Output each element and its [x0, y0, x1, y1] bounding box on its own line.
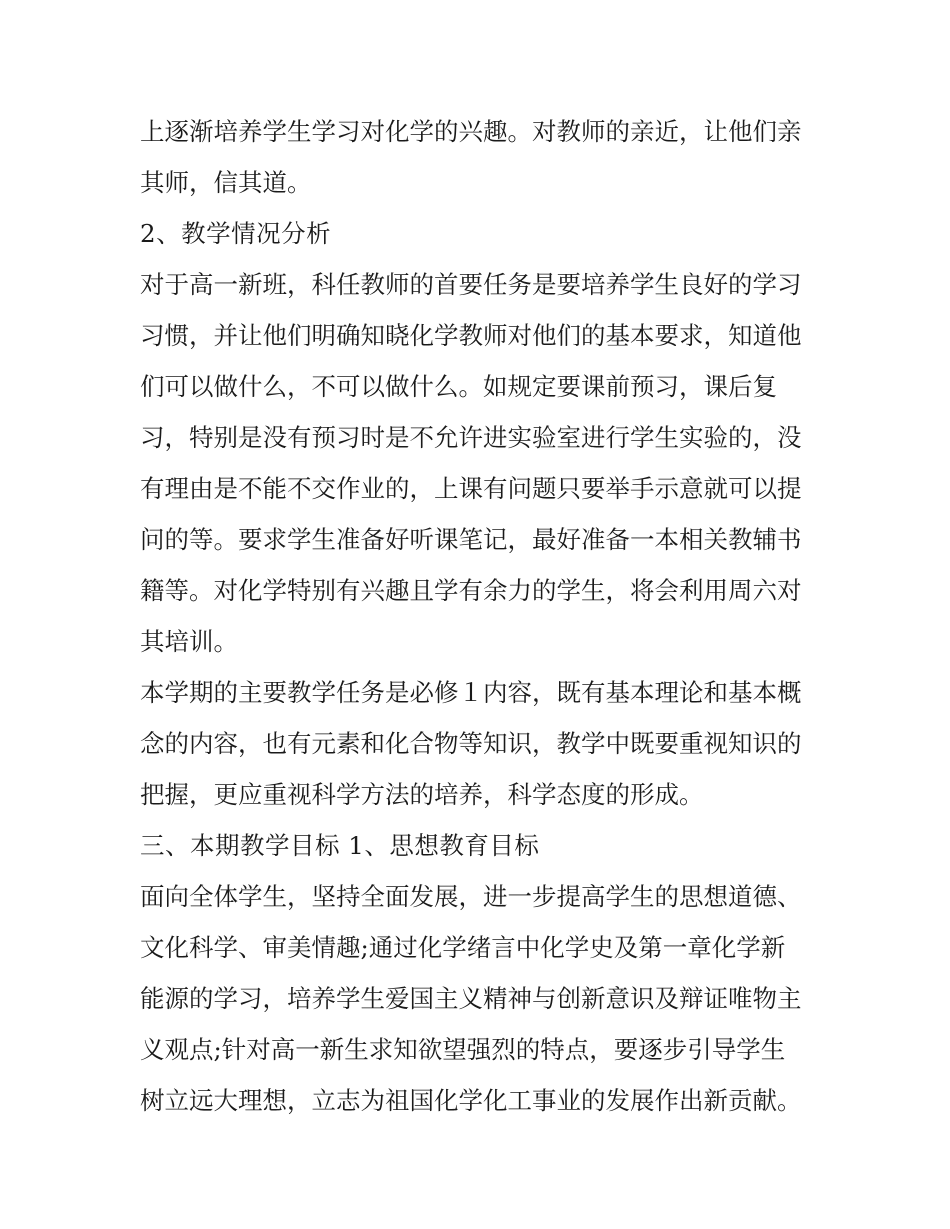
text-line: 把握，更应重视科学方法的培养，科学态度的形成。: [140, 780, 704, 809]
text-line: 文化科学、审美情趣;通过化学绪言中化学史及第一章化学新: [140, 933, 786, 962]
text-line: 本学期的主要教学任务是必修１内容，既有基本理论和基本概: [140, 678, 802, 707]
text-line: 对于高一新班，科任教师的首要任务是要培养学生良好的学习: [140, 270, 802, 299]
text-line: 上逐渐培养学生学习对化学的兴趣。对教师的亲近，让他们亲: [140, 117, 802, 146]
text-line: 面向全体学生，坚持全面发展，进一步提高学生的思想道德、: [140, 882, 802, 911]
text-line: 习惯，并让他们明确知晓化学教师对他们的基本要求，知道他: [140, 321, 802, 350]
text-line: 问的等。要求学生准备好听课笔记，最好准备一本相关教辅书: [140, 525, 802, 554]
text-line: 其师，信其道。: [140, 168, 312, 197]
section-heading: 三、本期教学目标 1、思想教育目标: [140, 831, 540, 860]
text-line: 有理由是不能不交作业的，上课有问题只要举手示意就可以提: [140, 474, 802, 503]
document-body: [140, 106, 820, 1126]
text-line: 们可以做什么，不可以做什么。如规定要课前预习，课后复: [140, 372, 777, 401]
text-line: 树立远大理想，立志为祖国化学化工事业的发展作出新贡献。: [140, 1086, 802, 1115]
text-line: 义观点;针对高一新生求知欲望强烈的特点，要逐步引导学生: [140, 1035, 786, 1064]
text-line: 其培训。: [140, 627, 238, 656]
text-line: 能源的学习，培养学生爱国主义精神与创新意识及辩证唯物主: [140, 984, 802, 1013]
text-line: 念的内容，也有元素和化合物等知识，教学中既要重视知识的: [140, 729, 802, 758]
text-line: 籍等。对化学特别有兴趣且学有余力的学生，将会利用周六对: [140, 576, 802, 605]
text-line: 习，特别是没有预习时是不允许进实验室进行学生实验的，没: [140, 423, 802, 452]
section-heading: 2、教学情况分析: [140, 219, 332, 248]
